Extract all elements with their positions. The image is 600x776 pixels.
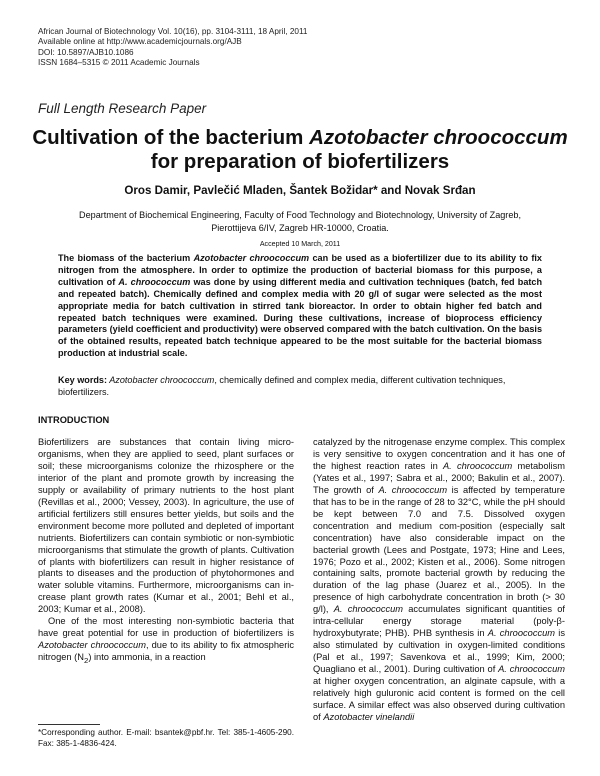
journal-url[interactable]: Available online at http://www.academicjournals.org/AJB [38, 37, 242, 47]
keyword-organism: Azotobacter chroococcum [107, 375, 215, 385]
keywords-text: , chemically defined and complex media, different cultivation techniques, biofertilizers. [58, 375, 506, 397]
abstract-organism: A. chroococcum [118, 276, 191, 287]
keywords [58, 375, 542, 399]
paragraph-text: , due to its ability to fix atmospheric nitrogen (N [38, 640, 295, 663]
paragraph-organism: A. chroococcum [487, 628, 556, 639]
paragraph-text: is also stimulated by cultivation in oxygen-limited conditions (Pal et al., 1997; Savenkova et al., 1999; Kim, 2000; Quagliano et al., 2001). During cultivation of [313, 628, 565, 675]
affiliation-line1: Department of Biochemical Engineering, Faculty of Food Technology and Biotechnology, University of Zagreb, [79, 210, 521, 220]
paragraph-organism: A. chroococcum [498, 664, 565, 675]
doi: DOI: 10.5897/AJB10.1086 [38, 47, 134, 57]
paragraph-text: One of the most interesting non-symbiotic bacteria that have great potential for use in production of biofertilizers is [38, 616, 294, 639]
paragraph-text: at higher oxygen concentration, an alginate capsule, with a relatively high guluronic acid content is formed on the cell surface. A similar effect was also observed during cultivation of [313, 676, 565, 722]
paper-type: Full Length Research Paper [38, 101, 207, 116]
affiliation-line2: Pierottijeva 6/IV, Zagreb HR-10000, Croatia. [211, 222, 389, 233]
paragraph-organism: Azotobacter chroococcum [38, 640, 146, 651]
journal-citation: African Journal of Biotechnology Vol. 10(16), pp. 3104-3111, 18 April, 2011 [38, 27, 308, 36]
paragraph-text: metabolism (Yates et al., 1997; Sabra et al., 2000; Bakulin et al., 2007). The growth of [313, 460, 566, 495]
section-heading: INTRODUCTION [38, 415, 110, 425]
accepted-date: Accepted 10 March, 2011 [259, 240, 341, 248]
issn: ISSN 1684–5315 © 2011 Academic Journals [38, 58, 200, 68]
paragraph-organism: A. chroococcum [333, 604, 404, 615]
paragraph-organism: A. chroococcum [378, 484, 448, 495]
abstract [58, 253, 542, 360]
paragraph [38, 616, 294, 667]
body-column-right [313, 437, 565, 724]
keywords-label: Key words: [58, 375, 108, 385]
paper-title [30, 126, 570, 174]
affiliation [52, 209, 548, 234]
body-column-left [38, 437, 294, 667]
paragraph-text: ) into ammonia, in a reaction [88, 652, 206, 663]
abstract-text: was done by using different media and cultivation techniques (batch, fed batch and repeated batch). Chemically defined and complex media with 20 g/l of sugar were selected as the most appropriate media for batch cultivation in stirred tank bioreactor. In order to obtain higher fed batch and repeated batch techniques were examined. During these cultivations, increase of bioprocess efficiency parameters (yield coefficient and productivity) were observed compared with the batch cultivation. On the basis of the obtained results, repeated batch technique appeared to be the most suitable for the bacterial biomass production at industrial scale. [58, 276, 543, 359]
abstract-text: can be used as a biofertilizer due to its ability to fix nitrogen from the atmosphere. In order to optimize the production of bacterial biomass for this purpose, a cultivation of [58, 253, 542, 287]
paragraph [313, 437, 565, 724]
title-line2: for preparation of biofertilizers [150, 150, 450, 173]
abstract-text: The biomass of the bacterium [58, 253, 194, 263]
footnote-divider [38, 724, 100, 725]
abstract-organism: Azotobacter chroococcum [193, 253, 310, 263]
paragraph-organism: A. chroococcum [442, 460, 513, 471]
paragraph-text: catalyzed by the nitrogenase enzyme complex. This complex is very sensitive to oxygen concentration and it has one of the highest reaction rates in [313, 437, 565, 471]
title-prefix: Cultivation of the bacterium [32, 126, 310, 149]
subscript: 2 [84, 656, 89, 666]
title-organism: Azotobacter chroococcum [309, 126, 568, 149]
corresponding-author-footnote: *Corresponding author. E-mail: bsantek@pbf.hr. Tel: 385-1-4605-290. Fax: 385-1-4836-424. [38, 728, 294, 748]
paragraph-text: is affected by temperature that has to be in the range of 28 to 32°C, while the pH should be kept between 7.0 and 7.5. Dissolved oxygen concentration and medium com-position (especially salt concentration) have also considerable impact on the bacterial growth (Lees and Postgate, 1973; Hine and Lees, 1976; Pozo et al., 2002; Kisten et al., 2006). Some nitrogen containing salts, promote bacterial growth by reducing the duration of the lag phase (Juarez et al., 2005). In the presence of high carbohydrate concentration in broth (> 30 g/l), [313, 484, 565, 615]
paragraph-text: accumulates significant quantities of intra-cellular energy storage material (poly-β-hydroxybutyrate; PHB). PHB synthesis in [313, 604, 565, 639]
journal-header [38, 27, 307, 69]
paragraph-organism: Azotobacter vinelandii [323, 711, 415, 722]
paragraph: Biofertilizers are substances that contain living micro-organisms, when they are applied to seed, plant surfaces or soil; these microorganisms colonize the rhizosphere or the interior of the plant and promote growth by increasing the supply or availability of primary nutrients to the host plant (Revillas et al., 2000; Vessey, 2003). In agriculture, the use of artificial fertilizers still ensures better yields, but soils and the environment become more polluted and depleted of important nutrients. Biofertilizers can contain symbiotic or non-symbiotic microorganisms that stimulate the growth of plants. Cultivation of plants with biofertilizers can result in higher resistance of plants to diseases and the production of phytohormones and water soluble vitamins. Furthermore, microorganisms can in-crease plant growth rates (Kumar et al., 2001; Behl et al., 2003; Kumar et al., 2008). [38, 437, 294, 615]
author-list: Oros Damir, Pavlečić Mladen, Šantek Božidar* and Novak Srđan [124, 184, 476, 197]
